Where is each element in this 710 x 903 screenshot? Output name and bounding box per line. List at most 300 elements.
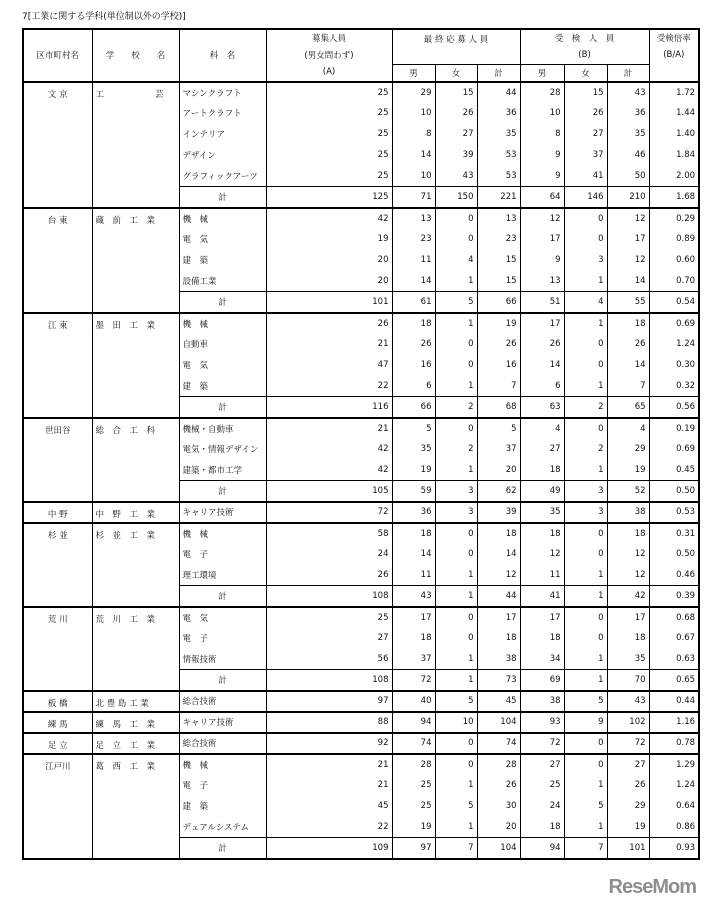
app-female-cell: 1: [435, 376, 477, 397]
exam-male-cell: 94: [520, 838, 564, 859]
app-total-cell: 18: [477, 523, 520, 544]
exam-female-cell: 9: [564, 712, 607, 733]
exam-female-cell: 2: [564, 439, 607, 460]
ratio-cell: 0.65: [649, 670, 699, 691]
exam-total-cell: 65: [607, 397, 649, 418]
app-total-cell: 7: [477, 376, 520, 397]
app-total-cell: 14: [477, 544, 520, 565]
quota-cell: 42: [266, 208, 392, 229]
app-total-cell: 28: [477, 754, 520, 775]
header-exam-total: 計: [607, 64, 649, 82]
exam-male-cell: 26: [520, 334, 564, 355]
header-exam-male: 男: [520, 64, 564, 82]
quota-cell: 21: [266, 334, 392, 355]
app-male-cell: 14: [392, 145, 435, 166]
course-cell: 電 子: [179, 775, 266, 796]
school-cell: 葛 西 工 業: [92, 754, 179, 859]
exam-total-cell: 12: [607, 250, 649, 271]
app-male-cell: 71: [392, 187, 435, 208]
course-cell: デザイン: [179, 145, 266, 166]
app-total-cell: 5: [477, 418, 520, 439]
app-total-cell: 19: [477, 313, 520, 334]
exam-male-cell: 24: [520, 796, 564, 817]
exam-female-cell: 2: [564, 397, 607, 418]
app-total-cell: 35: [477, 124, 520, 145]
quota-cell: 105: [266, 481, 392, 502]
exam-female-cell: 0: [564, 523, 607, 544]
app-female-cell: 0: [435, 733, 477, 754]
app-male-cell: 16: [392, 355, 435, 376]
app-female-cell: 10: [435, 712, 477, 733]
quota-cell: 108: [266, 586, 392, 607]
school-cell: 荒 川 工 業: [92, 607, 179, 691]
course-cell: マシンクラフト: [179, 82, 266, 103]
course-cell: 情報技術: [179, 649, 266, 670]
exam-male-cell: 18: [520, 460, 564, 481]
ratio-cell: 0.78: [649, 733, 699, 754]
course-cell: デュアルシステム: [179, 817, 266, 838]
school-cell: 墨 田 工 業: [92, 313, 179, 418]
quota-cell: 109: [266, 838, 392, 859]
table-row: [23, 502, 699, 523]
quota-cell: 25: [266, 82, 392, 103]
exam-female-cell: 27: [564, 124, 607, 145]
app-female-cell: 0: [435, 628, 477, 649]
exam-total-cell: 35: [607, 649, 649, 670]
quota-cell: 72: [266, 502, 392, 523]
exam-total-cell: 17: [607, 607, 649, 628]
course-cell: インテリア: [179, 124, 266, 145]
course-cell: 機 械: [179, 313, 266, 334]
app-male-cell: 10: [392, 166, 435, 187]
app-male-cell: 66: [392, 397, 435, 418]
district-cell: 杉 並: [23, 523, 92, 607]
district-cell: 足 立: [23, 733, 92, 754]
district-cell: 荒 川: [23, 607, 92, 691]
app-total-cell: 18: [477, 628, 520, 649]
exam-female-cell: 0: [564, 208, 607, 229]
app-total-cell: 53: [477, 166, 520, 187]
exam-total-cell: 19: [607, 460, 649, 481]
app-total-cell: 26: [477, 775, 520, 796]
quota-cell: 25: [266, 103, 392, 124]
exam-total-cell: 17: [607, 229, 649, 250]
table-row: [23, 712, 699, 733]
exam-total-cell: 14: [607, 355, 649, 376]
course-cell: 電 気: [179, 229, 266, 250]
app-total-cell: 104: [477, 838, 520, 859]
quota-cell: 20: [266, 250, 392, 271]
app-male-cell: 25: [392, 775, 435, 796]
course-cell: キャリア技術: [179, 712, 266, 733]
app-total-cell: 45: [477, 691, 520, 712]
exam-male-cell: 13: [520, 271, 564, 292]
exam-male-cell: 64: [520, 187, 564, 208]
quota-cell: 22: [266, 817, 392, 838]
table-body: [23, 82, 699, 859]
exam-total-cell: 70: [607, 670, 649, 691]
ratio-cell: 1.84: [649, 145, 699, 166]
app-female-cell: 1: [435, 565, 477, 586]
quota-cell: 25: [266, 124, 392, 145]
quota-cell: 47: [266, 355, 392, 376]
course-cell: 計: [179, 187, 266, 208]
header-ratio-spacer: [649, 64, 699, 82]
exam-total-cell: 101: [607, 838, 649, 859]
app-female-cell: 0: [435, 523, 477, 544]
exam-male-cell: 12: [520, 544, 564, 565]
course-cell: 建 築: [179, 250, 266, 271]
exam-total-cell: 55: [607, 292, 649, 313]
ratio-cell: 0.44: [649, 691, 699, 712]
applicant-table: [22, 28, 700, 860]
app-male-cell: 36: [392, 502, 435, 523]
header-app-male: 男: [392, 64, 435, 82]
app-female-cell: 26: [435, 103, 477, 124]
exam-female-cell: 7: [564, 838, 607, 859]
school-cell: 中 野 工 業: [92, 502, 179, 523]
exam-female-cell: 15: [564, 82, 607, 103]
table-title: 7[工業に関する学科(単位制以外の学校)]: [22, 12, 186, 22]
exam-total-cell: 26: [607, 775, 649, 796]
table-row: [23, 82, 699, 103]
quota-cell: 45: [266, 796, 392, 817]
app-female-cell: 1: [435, 586, 477, 607]
app-female-cell: 1: [435, 271, 477, 292]
exam-male-cell: 17: [520, 229, 564, 250]
app-male-cell: 5: [392, 418, 435, 439]
district-cell: 台 東: [23, 208, 92, 313]
app-female-cell: 0: [435, 355, 477, 376]
exam-total-cell: 210: [607, 187, 649, 208]
exam-total-cell: 4: [607, 418, 649, 439]
app-female-cell: 15: [435, 82, 477, 103]
district-cell: 文 京: [23, 82, 92, 208]
app-male-cell: 6: [392, 376, 435, 397]
app-female-cell: 1: [435, 460, 477, 481]
app-total-cell: 73: [477, 670, 520, 691]
app-total-cell: 44: [477, 82, 520, 103]
quota-cell: 21: [266, 418, 392, 439]
quota-cell: 21: [266, 775, 392, 796]
header-course: 科 名: [179, 29, 266, 82]
ratio-cell: 0.19: [649, 418, 699, 439]
app-total-cell: 62: [477, 481, 520, 502]
exam-male-cell: 27: [520, 439, 564, 460]
ratio-cell: 0.46: [649, 565, 699, 586]
course-cell: 計: [179, 586, 266, 607]
app-total-cell: 26: [477, 334, 520, 355]
app-total-cell: 74: [477, 733, 520, 754]
app-male-cell: 23: [392, 229, 435, 250]
quota-cell: 42: [266, 439, 392, 460]
exam-female-cell: 1: [564, 376, 607, 397]
exam-total-cell: 18: [607, 313, 649, 334]
app-female-cell: 27: [435, 124, 477, 145]
header-examinees: 受 検 人 員: [520, 29, 649, 47]
exam-female-cell: 3: [564, 502, 607, 523]
ratio-cell: 0.69: [649, 439, 699, 460]
app-total-cell: 23: [477, 229, 520, 250]
ratio-cell: 2.00: [649, 166, 699, 187]
exam-total-cell: 12: [607, 208, 649, 229]
exam-male-cell: 72: [520, 733, 564, 754]
ratio-cell: 0.30: [649, 355, 699, 376]
exam-male-cell: 41: [520, 586, 564, 607]
exam-male-cell: 9: [520, 166, 564, 187]
header-applicants: 最 終 応 募 人 員: [392, 29, 520, 64]
district-cell: 練 馬: [23, 712, 92, 733]
exam-female-cell: 0: [564, 355, 607, 376]
quota-cell: 125: [266, 187, 392, 208]
app-female-cell: 39: [435, 145, 477, 166]
course-cell: 建築・都市工学: [179, 460, 266, 481]
app-female-cell: 1: [435, 817, 477, 838]
resemom-logo: ReseMom: [608, 876, 696, 898]
ratio-cell: 0.32: [649, 376, 699, 397]
app-total-cell: 104: [477, 712, 520, 733]
app-male-cell: 28: [392, 754, 435, 775]
app-male-cell: 94: [392, 712, 435, 733]
ratio-cell: 1.40: [649, 124, 699, 145]
ratio-cell: 0.68: [649, 607, 699, 628]
ratio-cell: 0.50: [649, 481, 699, 502]
app-total-cell: 13: [477, 208, 520, 229]
quota-cell: 26: [266, 313, 392, 334]
district-cell: 世田谷: [23, 418, 92, 502]
app-female-cell: 0: [435, 754, 477, 775]
table-header: [23, 29, 699, 82]
table-row: [23, 208, 699, 229]
app-female-cell: 2: [435, 397, 477, 418]
course-cell: 総合技術: [179, 691, 266, 712]
header-quota: 募集人員: [266, 29, 392, 47]
exam-male-cell: 12: [520, 208, 564, 229]
ratio-cell: 0.93: [649, 838, 699, 859]
exam-male-cell: 34: [520, 649, 564, 670]
exam-total-cell: 35: [607, 124, 649, 145]
school-cell: 総 合 工 科: [92, 418, 179, 502]
app-total-cell: 15: [477, 250, 520, 271]
quota-cell: 24: [266, 544, 392, 565]
exam-male-cell: 51: [520, 292, 564, 313]
exam-female-cell: 0: [564, 229, 607, 250]
course-cell: キャリア技術: [179, 502, 266, 523]
district-cell: 江 東: [23, 313, 92, 418]
app-total-cell: 17: [477, 607, 520, 628]
app-total-cell: 20: [477, 460, 520, 481]
app-female-cell: 1: [435, 313, 477, 334]
school-cell: 杉 並 工 業: [92, 523, 179, 607]
app-male-cell: 37: [392, 649, 435, 670]
exam-total-cell: 29: [607, 439, 649, 460]
ratio-cell: 0.54: [649, 292, 699, 313]
app-female-cell: 3: [435, 502, 477, 523]
quota-cell: 21: [266, 754, 392, 775]
exam-total-cell: 19: [607, 817, 649, 838]
exam-female-cell: 5: [564, 691, 607, 712]
course-cell: 理工環境: [179, 565, 266, 586]
course-cell: 計: [179, 838, 266, 859]
exam-male-cell: 63: [520, 397, 564, 418]
exam-male-cell: 9: [520, 250, 564, 271]
quota-cell: 25: [266, 145, 392, 166]
app-male-cell: 18: [392, 628, 435, 649]
exam-female-cell: 1: [564, 271, 607, 292]
app-female-cell: 43: [435, 166, 477, 187]
exam-female-cell: 1: [564, 670, 607, 691]
exam-male-cell: 18: [520, 523, 564, 544]
app-male-cell: 14: [392, 544, 435, 565]
app-male-cell: 43: [392, 586, 435, 607]
course-cell: 機 械: [179, 523, 266, 544]
app-female-cell: 7: [435, 838, 477, 859]
ratio-cell: 0.63: [649, 649, 699, 670]
app-male-cell: 25: [392, 796, 435, 817]
table-row: [23, 754, 699, 775]
table-row: [23, 523, 699, 544]
quota-cell: 25: [266, 607, 392, 628]
app-total-cell: 15: [477, 271, 520, 292]
app-total-cell: 66: [477, 292, 520, 313]
table-row: [23, 691, 699, 712]
exam-total-cell: 12: [607, 565, 649, 586]
exam-female-cell: 0: [564, 418, 607, 439]
exam-male-cell: 17: [520, 607, 564, 628]
app-total-cell: 221: [477, 187, 520, 208]
exam-total-cell: 26: [607, 334, 649, 355]
table-row: [23, 418, 699, 439]
app-female-cell: 0: [435, 418, 477, 439]
app-male-cell: 8: [392, 124, 435, 145]
exam-female-cell: 0: [564, 607, 607, 628]
school-cell: 足 立 工 業: [92, 733, 179, 754]
district-cell: 中 野: [23, 502, 92, 523]
exam-male-cell: 28: [520, 82, 564, 103]
course-cell: 計: [179, 670, 266, 691]
app-female-cell: 5: [435, 691, 477, 712]
exam-female-cell: 0: [564, 754, 607, 775]
exam-female-cell: 5: [564, 796, 607, 817]
quota-cell: 108: [266, 670, 392, 691]
course-cell: 電 子: [179, 628, 266, 649]
exam-female-cell: 26: [564, 103, 607, 124]
quota-cell: 116: [266, 397, 392, 418]
ratio-cell: 1.29: [649, 754, 699, 775]
course-cell: 建 築: [179, 796, 266, 817]
exam-female-cell: 1: [564, 775, 607, 796]
app-female-cell: 0: [435, 607, 477, 628]
app-total-cell: 12: [477, 565, 520, 586]
header-ratio-sub: (B/A): [649, 47, 699, 65]
header-ratio: 受検倍率: [649, 29, 699, 47]
ratio-cell: 0.86: [649, 817, 699, 838]
app-male-cell: 19: [392, 460, 435, 481]
exam-total-cell: 38: [607, 502, 649, 523]
ratio-cell: 1.24: [649, 775, 699, 796]
table-row: [23, 313, 699, 334]
exam-female-cell: 37: [564, 145, 607, 166]
course-cell: 設備工業: [179, 271, 266, 292]
course-cell: 建 築: [179, 376, 266, 397]
header-exam-female: 女: [564, 64, 607, 82]
course-cell: アートクラフト: [179, 103, 266, 124]
app-male-cell: 59: [392, 481, 435, 502]
exam-female-cell: 0: [564, 334, 607, 355]
ratio-cell: 1.68: [649, 187, 699, 208]
app-total-cell: 38: [477, 649, 520, 670]
ratio-cell: 0.29: [649, 208, 699, 229]
exam-female-cell: 1: [564, 817, 607, 838]
course-cell: 機 械: [179, 754, 266, 775]
exam-female-cell: 1: [564, 649, 607, 670]
school-cell: 北 豊 島 工 業: [92, 691, 179, 712]
ratio-cell: 0.45: [649, 460, 699, 481]
header-app-total: 計: [477, 64, 520, 82]
ratio-cell: 0.64: [649, 796, 699, 817]
exam-female-cell: 4: [564, 292, 607, 313]
exam-male-cell: 38: [520, 691, 564, 712]
app-female-cell: 2: [435, 439, 477, 460]
exam-male-cell: 49: [520, 481, 564, 502]
app-male-cell: 40: [392, 691, 435, 712]
exam-female-cell: 1: [564, 586, 607, 607]
exam-female-cell: 3: [564, 250, 607, 271]
app-male-cell: 18: [392, 523, 435, 544]
course-cell: 機 械: [179, 208, 266, 229]
course-cell: 電 気: [179, 607, 266, 628]
app-male-cell: 14: [392, 271, 435, 292]
app-total-cell: 37: [477, 439, 520, 460]
quota-cell: 22: [266, 376, 392, 397]
exam-total-cell: 52: [607, 481, 649, 502]
header-examinees-b: (B): [520, 47, 649, 65]
course-cell: 計: [179, 481, 266, 502]
exam-total-cell: 43: [607, 82, 649, 103]
app-female-cell: 5: [435, 796, 477, 817]
exam-total-cell: 42: [607, 586, 649, 607]
exam-total-cell: 46: [607, 145, 649, 166]
app-female-cell: 5: [435, 292, 477, 313]
course-cell: 電 気: [179, 355, 266, 376]
app-total-cell: 20: [477, 817, 520, 838]
quota-cell: 27: [266, 628, 392, 649]
exam-total-cell: 43: [607, 691, 649, 712]
app-female-cell: 0: [435, 229, 477, 250]
quota-cell: 19: [266, 229, 392, 250]
app-female-cell: 3: [435, 481, 477, 502]
exam-female-cell: 0: [564, 733, 607, 754]
exam-total-cell: 29: [607, 796, 649, 817]
course-cell: 総合技術: [179, 733, 266, 754]
course-cell: 電 子: [179, 544, 266, 565]
app-female-cell: 150: [435, 187, 477, 208]
app-female-cell: 0: [435, 208, 477, 229]
course-cell: 計: [179, 397, 266, 418]
app-female-cell: 4: [435, 250, 477, 271]
exam-female-cell: 146: [564, 187, 607, 208]
app-male-cell: 74: [392, 733, 435, 754]
school-cell: 蔵 前 工 業: [92, 208, 179, 313]
table-row: [23, 607, 699, 628]
quota-cell: 25: [266, 166, 392, 187]
quota-cell: 20: [266, 271, 392, 292]
exam-total-cell: 18: [607, 523, 649, 544]
header-app-female: 女: [435, 64, 477, 82]
exam-male-cell: 11: [520, 565, 564, 586]
header-district: 区市町村名: [23, 29, 92, 82]
exam-female-cell: 3: [564, 481, 607, 502]
